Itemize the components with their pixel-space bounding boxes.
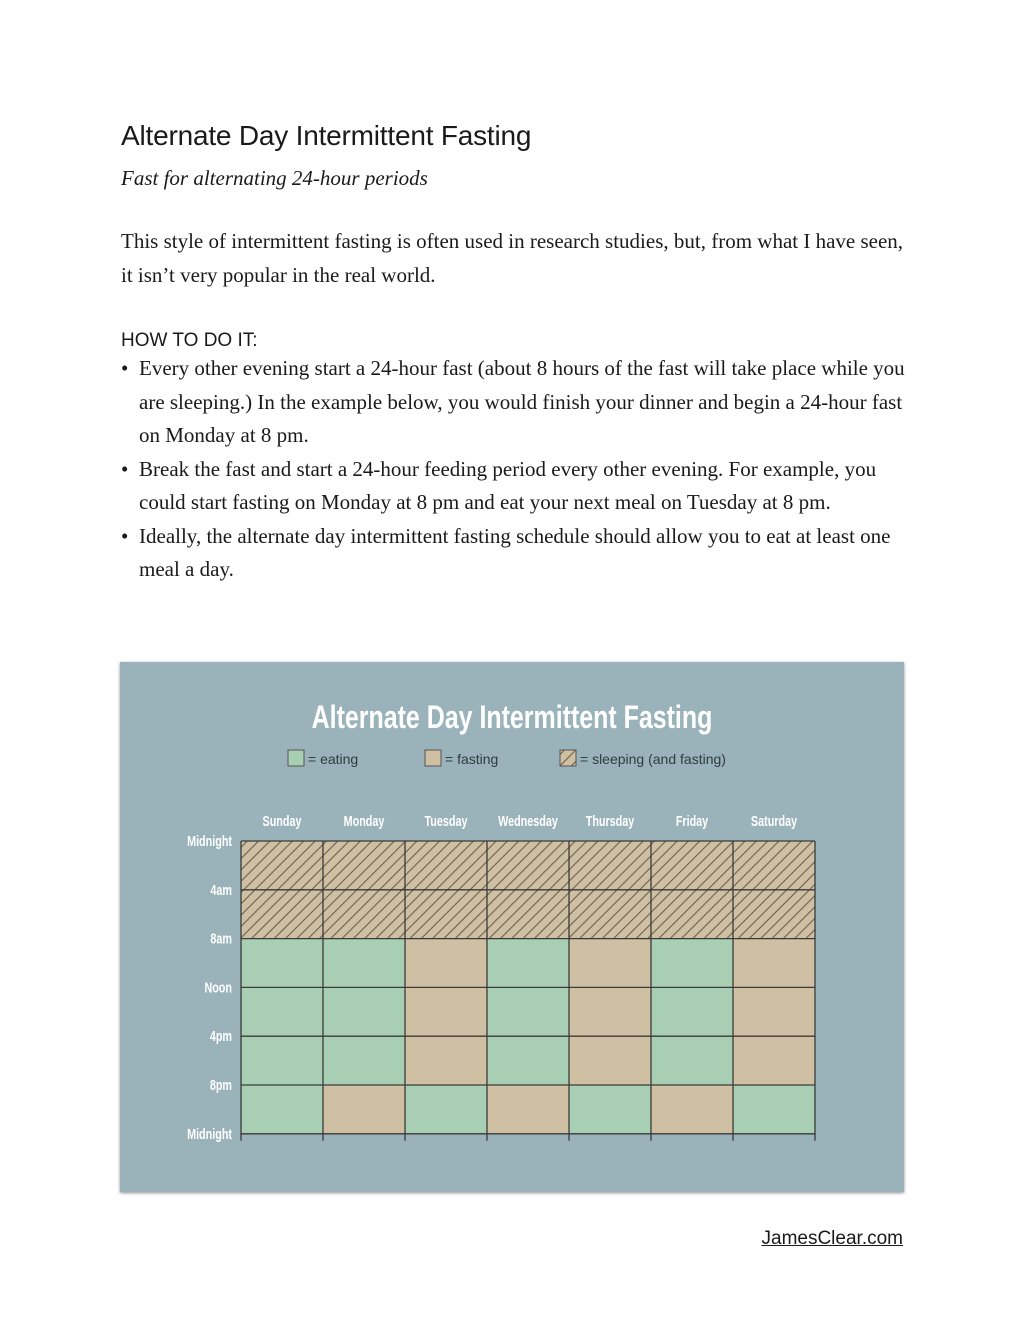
day-label-friday: Friday xyxy=(675,812,709,830)
cell-tuesday-1-sleeping xyxy=(405,890,487,939)
cell-friday-4-eating xyxy=(651,1036,733,1085)
legend-item-eating xyxy=(288,750,358,767)
time-label-5: 8pm xyxy=(209,1076,232,1094)
step-text: Ideally, the alternate day intermittent fasting schedule should allow you to eat at least one meal a day. xyxy=(139,523,891,581)
cell-sunday-3-eating xyxy=(241,987,323,1036)
cell-saturday-5-eating xyxy=(733,1085,815,1134)
legend-swatch-fasting xyxy=(425,750,441,766)
legend-swatch-eating xyxy=(288,750,304,766)
step-text: Break the fast and start a 24-hour feeding period every other evening. For example, you could start fasting on Monday at 8 pm and eat your next meal on Tuesday at 8 pm. xyxy=(139,456,877,514)
step-text: Every other evening start a 24-hour fast (about 8 hours of the fast will take place while you are sleeping.) In the example below, you would finish your dinner and begin a 24-hour fast on Monday at 8 pm. xyxy=(139,356,905,447)
time-label-6: Midnight xyxy=(187,1125,232,1143)
cell-wednesday-5-fasting xyxy=(487,1085,569,1134)
cell-friday-2-eating xyxy=(651,939,733,988)
cell-sunday-2-eating xyxy=(241,939,323,988)
cell-tuesday-4-fasting xyxy=(405,1036,487,1085)
legend-label-eating: = eating xyxy=(308,751,359,767)
cell-saturday-3-fasting xyxy=(733,987,815,1036)
cell-tuesday-5-eating xyxy=(405,1085,487,1134)
day-label-tuesday: Tuesday xyxy=(424,812,468,830)
cell-wednesday-2-eating xyxy=(487,939,569,988)
cell-saturday-4-fasting xyxy=(733,1036,815,1085)
cell-sunday-5-eating xyxy=(241,1085,323,1134)
cell-sunday-1-sleeping xyxy=(241,890,323,939)
cell-tuesday-0-sleeping xyxy=(405,841,487,890)
cell-monday-4-eating xyxy=(323,1036,405,1085)
legend-swatch-sleeping xyxy=(560,750,576,766)
fasting-schedule-chart xyxy=(120,662,904,1192)
cell-friday-3-eating xyxy=(651,987,733,1036)
time-label-3: Noon xyxy=(204,978,232,996)
chart-svg xyxy=(120,662,904,1192)
cell-monday-3-eating xyxy=(323,987,405,1036)
cell-thursday-2-fasting xyxy=(569,939,651,988)
legend-label-sleeping: = sleeping (and fasting) xyxy=(580,751,726,767)
intro-paragraph: This style of intermittent fasting is often used in research studies, but, from what I have seen, it isn’t very popular in the real world. xyxy=(121,229,904,287)
cell-thursday-0-sleeping xyxy=(569,841,651,890)
cell-friday-0-sleeping xyxy=(651,841,733,890)
cell-monday-0-sleeping xyxy=(323,841,405,890)
cell-wednesday-0-sleeping xyxy=(487,841,569,890)
steps-list xyxy=(121,352,911,587)
bullet-icon: • xyxy=(121,523,129,548)
cell-thursday-1-sleeping xyxy=(569,890,651,939)
chart-legend xyxy=(288,750,726,767)
cell-monday-5-fasting xyxy=(323,1085,405,1134)
bullet-icon: • xyxy=(121,456,129,481)
chart-title: Alternate Day Intermittent Fasting xyxy=(311,700,713,736)
cell-thursday-5-eating xyxy=(569,1085,651,1134)
time-label-4: 4pm xyxy=(209,1027,232,1045)
cell-friday-1-sleeping xyxy=(651,890,733,939)
time-label-2: 8am xyxy=(210,929,232,948)
legend-item-fasting xyxy=(425,750,498,767)
jamesclear-link[interactable]: JamesClear.com xyxy=(761,1228,903,1249)
day-label-wednesday: Wednesday xyxy=(498,812,558,830)
how-to-heading: HOW TO DO IT: xyxy=(121,330,258,351)
cell-saturday-0-sleeping xyxy=(733,841,815,890)
cell-wednesday-4-eating xyxy=(487,1036,569,1085)
cell-monday-2-eating xyxy=(323,939,405,988)
chart-day-labels xyxy=(263,812,798,829)
day-label-thursday: Thursday xyxy=(585,812,635,830)
cell-sunday-0-sleeping xyxy=(241,841,323,890)
time-label-1: 4am xyxy=(210,881,232,899)
chart-time-labels xyxy=(187,832,232,1142)
cell-tuesday-3-fasting xyxy=(405,987,487,1036)
bullet-icon: • xyxy=(121,356,129,380)
cell-monday-1-sleeping xyxy=(323,890,405,939)
day-label-sunday: Sunday xyxy=(262,812,302,830)
day-label-saturday: Saturday xyxy=(750,812,798,830)
cell-saturday-1-sleeping xyxy=(733,890,815,939)
cell-thursday-3-fasting xyxy=(569,987,651,1036)
time-label-0: Midnight xyxy=(187,832,232,850)
day-label-monday: Monday xyxy=(343,812,385,830)
list-item xyxy=(121,520,911,587)
list-item xyxy=(121,453,911,520)
cell-friday-5-fasting xyxy=(651,1085,733,1134)
cell-wednesday-3-eating xyxy=(487,987,569,1036)
list-item xyxy=(121,352,911,453)
cell-wednesday-1-sleeping xyxy=(487,890,569,939)
legend-label-fasting: = fasting xyxy=(445,751,499,767)
cell-tuesday-2-fasting xyxy=(405,939,487,988)
cell-sunday-4-eating xyxy=(241,1036,323,1085)
page-title: Alternate Day Intermittent Fasting xyxy=(121,120,532,151)
cell-thursday-4-fasting xyxy=(569,1036,651,1085)
legend-item-sleeping xyxy=(560,750,726,767)
cell-saturday-2-fasting xyxy=(733,939,815,988)
page-subtitle: Fast for alternating 24-hour periods xyxy=(121,166,428,190)
